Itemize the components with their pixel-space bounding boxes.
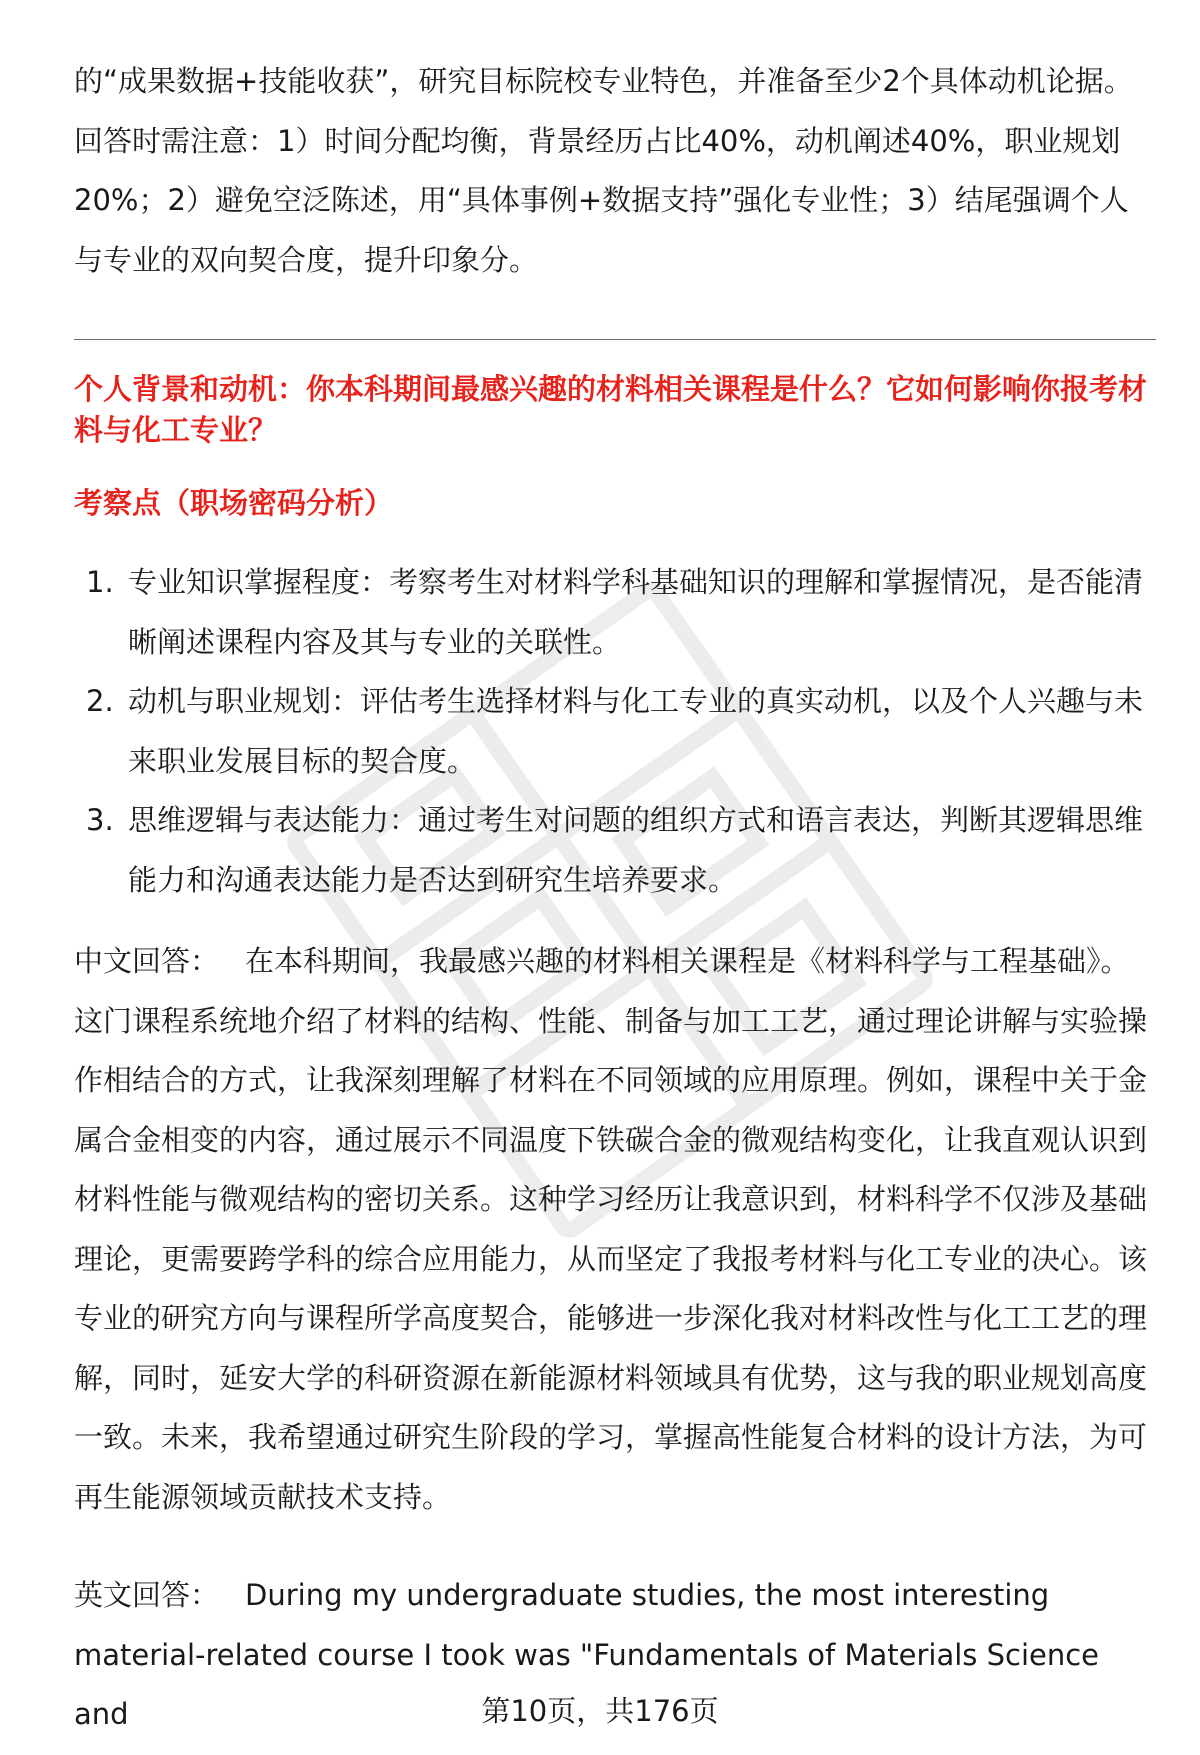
- list-text: 动机与职业规划：评估考生选择材料与化工专业的真实动机，以及个人兴趣与未来职业发展目标的契合度。: [128, 684, 1144, 778]
- chinese-answer-label: 中文回答：: [74, 944, 220, 978]
- question-title: 个人背景和动机：你本科期间最感兴趣的材料相关课程是什么？它如何影响你报考材料与化工专业？: [74, 372, 1148, 447]
- analysis-item: [74, 791, 1156, 910]
- analysis-item: [74, 553, 1156, 672]
- intro-paragraph: 的“成果数据+技能收获”，研究目标院校专业特色，并准备至少2个具体动机论据。回答时需注意：1）时间分配均衡，背景经历占比40%，动机阐述40%，职业规划20%；2）避免空泛陈述，用“具体事例+数据支持”强化专业性；3）结尾强调个人与专业的双向契合度，提升印象分。: [74, 64, 1133, 277]
- analysis-heading: 考察点（职场密码分析）: [74, 486, 394, 520]
- chinese-answer-text: 在本科期间，我最感兴趣的材料相关课程是《材料科学与工程基础》。这门课程系统地介绍了材料的结构、性能、制备与加工工艺，通过理论讲解与实验操作相结合的方式，让我深刻理解了材料在不同领域的应用原理。例如，课程中关于金属合金相变的内容，通过展示不同温度下铁碳合金的微观结构变化，让我直观认识到材料性能与微观结构的密切关系。这种学习经历让我意识到，材料科学不仅涉及基础理论，更需要跨学科的综合应用能力，从而坚定了我报考材料与化工专业的决心。该专业的研究方向与课程所学高度契合，能够进一步深化我对材料改性与化工工艺的理解，同时，延安大学的科研资源在新能源材料领域具有优势，这与我的职业规划高度一致。未来，我希望通过研究生阶段的学习，掌握高性能复合材料的设计方法，为可再生能源领域贡献技术支持。: [74, 944, 1148, 1514]
- list-number: 3.: [86, 803, 114, 837]
- english-answer-text: During my undergraduate studies, the most interesting material-related course I took was "Fundamentals of Materials Science and: [74, 1578, 1100, 1731]
- page-indicator: 第10页，共176页: [481, 1694, 719, 1728]
- list-number: 2.: [86, 684, 114, 718]
- analysis-item: [74, 672, 1156, 791]
- list-text: 专业知识掌握程度：考察考生对材料学科基础知识的理解和掌握情况，是否能清晰阐述课程内容及其与专业的关联性。: [128, 565, 1144, 659]
- section-divider: [74, 339, 1156, 340]
- list-text: 思维逻辑与表达能力：通过考生对问题的组织方式和语言表达，判断其逻辑思维能力和沟通表达能力是否达到研究生培养要求。: [128, 803, 1144, 897]
- english-answer-label: 英文回答：: [74, 1578, 220, 1612]
- analysis-list: [74, 553, 1156, 910]
- chinese-answer: [74, 932, 1154, 1527]
- list-number: 1.: [86, 565, 114, 599]
